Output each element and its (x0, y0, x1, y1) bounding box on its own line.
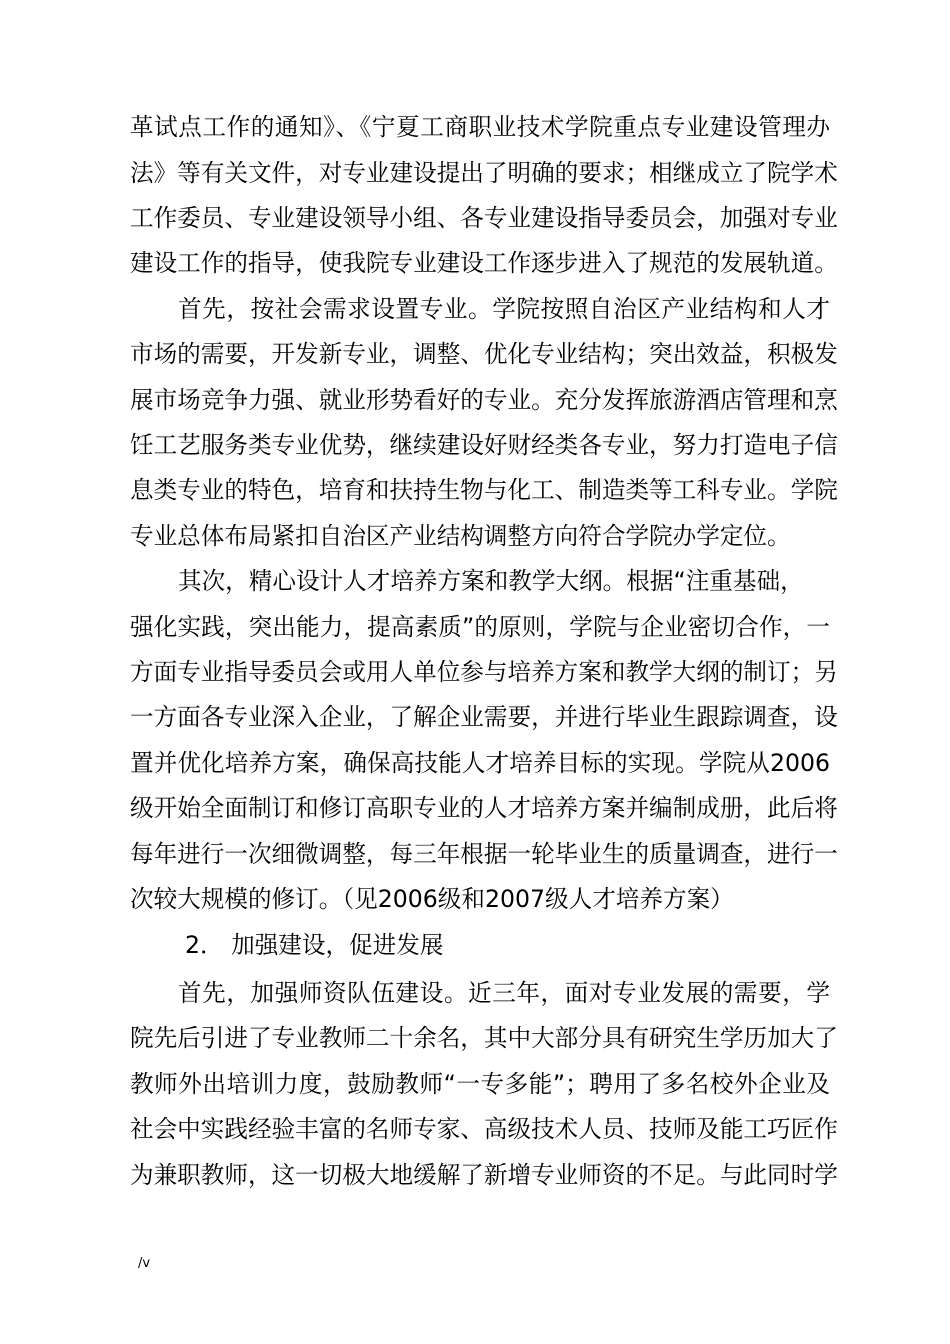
body-line: 市场的需要，开发新专业，调整、优化专业结构；突出效益，积极发 (130, 340, 838, 368)
body-line: 次较大规模的修订。（见2006级和2007级人才培养方案） (130, 885, 734, 913)
body-line: 展市场竞争力强、就业形势看好的专业。充分发挥旅游酒店管理和烹 (130, 386, 838, 414)
paragraph-first-line: 其次，精心设计人才培养方案和教学大纲。根据“注重基础， (178, 567, 804, 595)
body-line: 强化实践，突出能力，提高素质”的原则，学院与企业密切合作，一 (130, 613, 830, 641)
body-line: 置并优化培养方案，确保高技能人才培养目标的实现。学院从2006 (130, 749, 830, 777)
body-line: 饪工艺服务类专业优势，继续建设好财经类各专业，努力打造电子信 (130, 431, 838, 459)
body-line: 一方面各专业深入企业，了解企业需要，并进行毕业生跟踪调查，设 (130, 703, 838, 731)
body-line: 工作委员、专业建设领导小组、各专业建设指导委员会，加强对专业 (130, 204, 838, 232)
footer-mark: /v (138, 1256, 151, 1271)
section-heading: 2． 加强建设，促进发展 (185, 931, 444, 959)
body-line: 院先后引进了专业教师二十余名，其中大部分具有研究生学历加大了 (130, 1024, 838, 1052)
body-line: 社会中实践经验丰富的名师专家、高级技术人员、技师及能工巧匠作 (130, 1115, 838, 1143)
body-line: 专业总体布局紧扣自治区产业结构调整方向符合学院办学定位。 (130, 522, 791, 550)
body-line: 方面专业指导委员会或用人单位参与培养方案和教学大纲的制订；另 (130, 658, 838, 686)
body-line: 革试点工作的通知》、《宁夏工商职业技术学院重点专业建设管理办 (130, 113, 830, 141)
body-line: 为兼职教师，这一切极大地缓解了新增专业师资的不足。与此同时学 (130, 1161, 838, 1189)
body-line: 息类专业的特色，培育和扶持生物与化工、制造类等工科专业。学院 (130, 476, 838, 504)
body-line: 每年进行一次细微调整，每三年根据一轮毕业生的质量调查，进行一 (130, 840, 838, 868)
paragraph-first-line: 首先，按社会需求设置专业。学院按照自治区产业结构和人才 (178, 295, 830, 323)
body-line: 建设工作的指导，使我院专业建设工作逐步进入了规范的发展轨道。 (130, 249, 838, 277)
paragraph-first-line: 首先，加强师资队伍建设。近三年，面对专业发展的需要，学 (178, 979, 830, 1007)
body-line: 级开始全面制订和修订高职专业的人才培养方案并编制成册，此后将 (130, 794, 838, 822)
body-line: 教师外出培训力度，鼓励教师“一专多能”；聘用了多名校外企业及 (130, 1070, 830, 1098)
body-line: 法》等有关文件，对专业建设提出了明确的要求；相继成立了院学术 (130, 159, 838, 187)
